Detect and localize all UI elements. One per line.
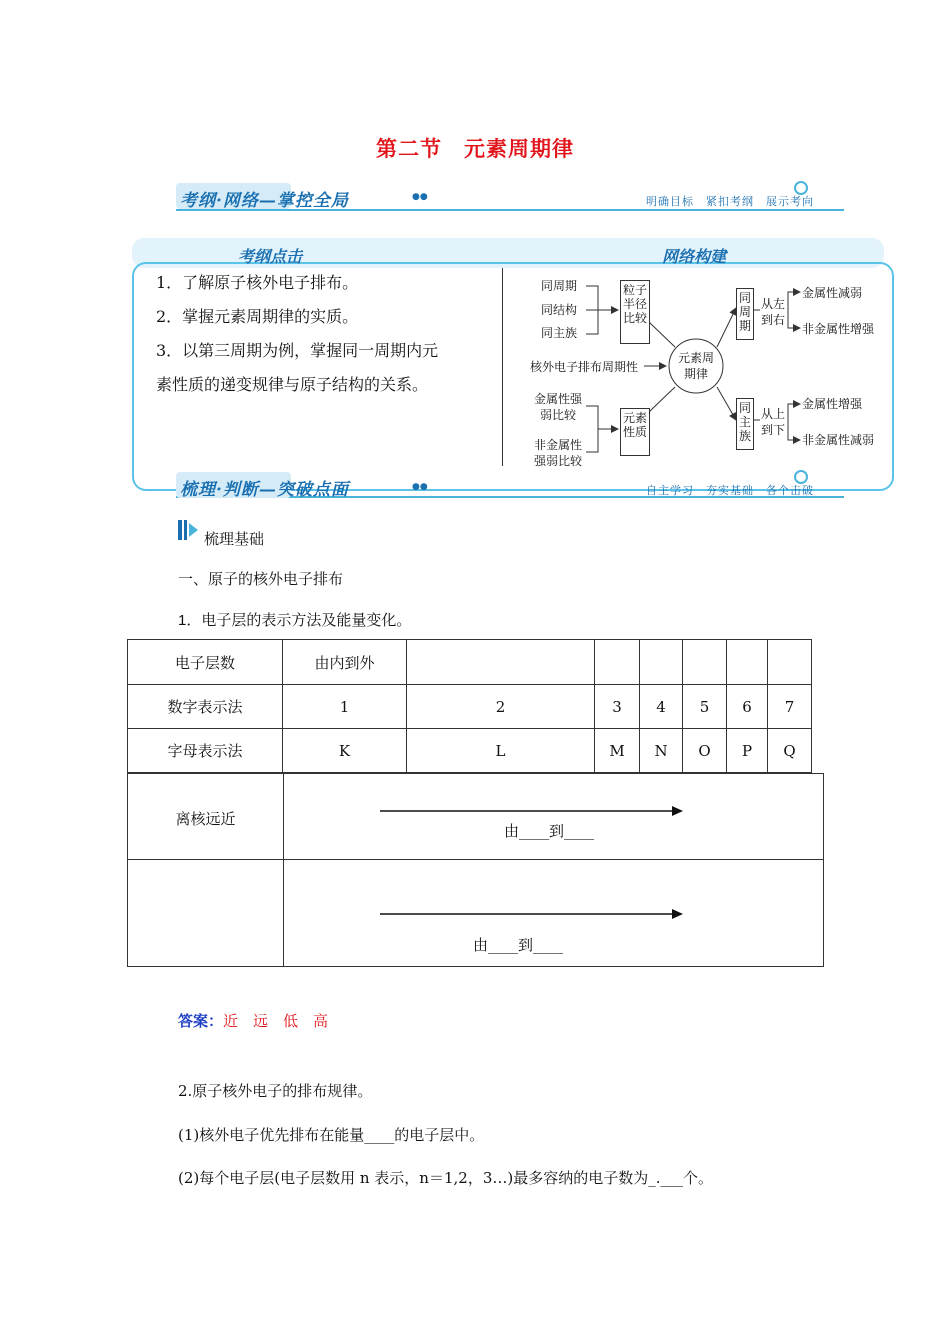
rule-1: (1)核外电子优先排布在能量____的电子层中。: [178, 1126, 485, 1144]
table-cell: P: [727, 729, 768, 773]
diagram-metal-decrease: 金属性减弱: [802, 286, 863, 300]
table-cell: 4: [640, 685, 683, 729]
diagram-box-group: 同主族: [736, 398, 754, 450]
table-cell: 数字表示法: [128, 685, 283, 729]
table-cell: [768, 640, 812, 685]
answer-line: [178, 1010, 328, 1031]
shell-table: [127, 639, 812, 773]
table-cell: [595, 640, 640, 685]
table-row5-text: 由____到____: [473, 936, 564, 954]
diagram-electron-periodicity: 核外电子排布周期性: [530, 360, 639, 374]
table-cell: 3: [595, 685, 640, 729]
network-heading: 网络构建: [662, 247, 727, 266]
table-cell: [727, 640, 768, 685]
table-cell: 字母表示法: [128, 729, 283, 773]
table-cell: 2: [407, 685, 595, 729]
objective-item: 1．了解原子核外电子排布。: [156, 273, 359, 292]
answer-text: 近 远 低 高: [223, 1012, 329, 1030]
table-cell: O: [683, 729, 727, 773]
section-marker-icon: [178, 520, 192, 540]
sub-heading-1: 1．电子层的表示方法及能量变化。: [178, 612, 412, 629]
objective-item: 2．掌握元素周期律的实质。: [156, 307, 359, 326]
table-cell: [683, 640, 727, 685]
table-cell: 5: [683, 685, 727, 729]
diagram-top-to-bottom: 从上到下: [760, 407, 785, 437]
diagram-same-structure: 同结构: [541, 303, 578, 317]
diagram-metal-compare: 金属性强弱比较: [533, 392, 582, 422]
rule-2: (2)每个电子层(电子层数用 n 表示，n＝1,2，3…)最多容纳的电子数为_.___个。: [178, 1169, 713, 1187]
table-cell: 1: [283, 685, 407, 729]
band-review-tags: 自主学习 夯实基础 各个击破: [646, 484, 814, 497]
arrow-icon: [378, 805, 688, 817]
page-title: 第二节 元素周期律: [376, 136, 574, 161]
table-cell: [407, 640, 595, 685]
table-lower: [127, 773, 824, 967]
band-exam-network-tags: 明确目标 紧扣考纲 展示考向: [646, 195, 814, 208]
concept-map-lines: [0, 0, 950, 500]
dots-icon: ●●: [412, 482, 428, 492]
arrow-icon: [378, 908, 688, 920]
sub-heading-2: 2.原子核外电子的排布规律。: [178, 1082, 373, 1100]
band-exam-network-label: 考纲·网络—掌控全局: [180, 191, 349, 211]
table-cell: N: [640, 729, 683, 773]
diagram-nonmetal-decrease: 非金属性减弱: [802, 433, 875, 447]
diagram-nonmetal-increase: 非金属性增强: [802, 322, 875, 336]
diagram-same-period: 同周期: [541, 279, 578, 293]
diagram-same-group: 同主族: [541, 326, 578, 340]
diagram-metal-increase: 金属性增强: [802, 397, 863, 411]
diagram-box-properties: 元素性质: [620, 408, 650, 456]
table-row4-text: 由____到____: [504, 822, 595, 840]
answer-key: 答案：: [178, 1012, 224, 1030]
table-cell: K: [283, 729, 407, 773]
exam-points-heading: 考纲点击: [238, 247, 303, 266]
table-cell: 电子层数: [128, 640, 283, 685]
table-cell: 由内到外: [283, 640, 407, 685]
table-cell: L: [407, 729, 595, 773]
diagram-box-period: 同周期: [736, 288, 754, 340]
section-marker: 梳理基础: [204, 531, 265, 548]
diagram-box-radius: 粒子半径比较: [620, 280, 650, 344]
diagram-left-to-right: 从左到右: [760, 297, 785, 327]
table-cell: 7: [768, 685, 812, 729]
table-cell: 6: [727, 685, 768, 729]
table-cell: M: [595, 729, 640, 773]
heading-electron-arrangement: 一、原子的核外电子排布: [178, 571, 344, 588]
band-review: [176, 472, 844, 500]
dots-icon: ●●: [412, 192, 428, 202]
table-cell: Q: [768, 729, 812, 773]
diagram-nonmetal-compare: 非金属性强弱比较: [533, 438, 582, 468]
table-cell: [640, 640, 683, 685]
objective-item: 素性质的递变规律与原子结构的关系。: [156, 375, 429, 394]
objective-item: 3．以第三周期为例，掌握同一周期内元: [156, 341, 439, 360]
table-row4-label: 离核远近: [175, 810, 236, 828]
diagram-center: 元素周期律: [677, 351, 714, 381]
band-review-label: 梳理·判断—突破点面: [180, 480, 349, 500]
